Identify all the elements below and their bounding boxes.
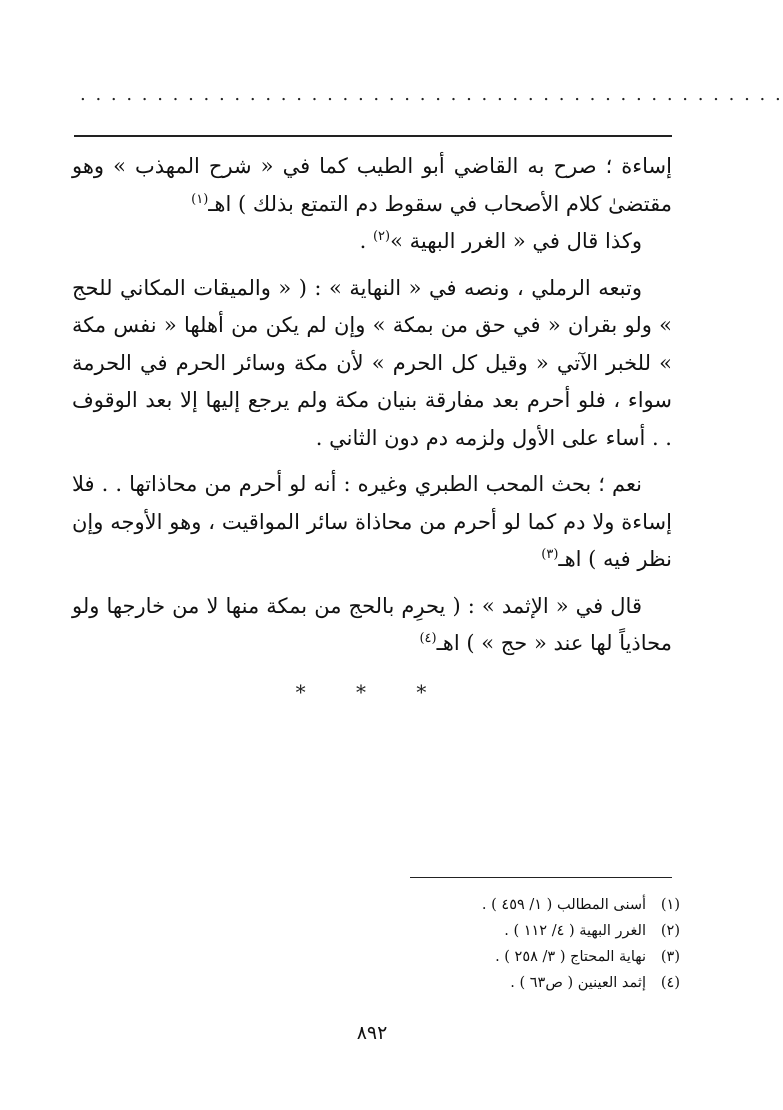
section-separator: * * * (295, 680, 449, 704)
paragraph-text: إساءة ؛ صرح به القاضي أبو الطيب كما في « شرح المهذب » وهو مقتضىٰ كلام الأصحاب في سقوط دم التمتع بذلك ) اهـ (72, 154, 672, 216)
running-head: . . . . . . . . . . . . . . . . . . . . . . . . . . . . . . . . . . . . . . . . . . . . . . (80, 84, 783, 105)
paragraph-text: وتبعه الرملي ، ونصه في « النهاية » : ( « والميقات المكاني للحج » ولو بقران « في حق من بمكة » وإن لم يكن من أهلها « نفس مكة » للخبر الآتي « وقيل كل الحرم » لأن مكة وسائر الحرم في الحرمة سواء ، فلو أحرم بعد مفارقة بنيان مكة ولم يرجع إليها إلا بعد الوقوف . . أساء على الأول ولزمه دم دون الثاني . (72, 275, 672, 450)
footnote-number: (١) (660, 897, 680, 913)
paragraph-tail: . (359, 229, 373, 253)
footnote-text: الغرر البهية ( ٤/ ١١٢ ) . (504, 923, 646, 939)
footnote-rule (410, 877, 672, 878)
footnote-text: نهاية المحتاج ( ٣/ ٢٥٨ ) . (495, 949, 646, 965)
footnote-ref: (٣) (541, 547, 559, 562)
paragraph (72, 466, 672, 579)
footnote-ref: (٤) (419, 631, 437, 646)
body-text (72, 148, 672, 663)
footnotes (380, 892, 680, 996)
footnote (380, 892, 680, 918)
footnote (380, 918, 680, 944)
footnote-text: أسنى المطالب ( ١/ ٤٥٩ ) . (481, 897, 646, 913)
footnote-ref: (٢) (372, 229, 391, 244)
paragraph-text: قال في « الإثمد » : ( يحرِم بالحج من بمكة منها لا من خارجها ولو محاذياً لها عند « حج » ) اهـ (72, 593, 672, 655)
footnote-number: (٣) (660, 949, 680, 965)
paragraph (72, 223, 672, 261)
paragraph (72, 588, 672, 663)
header-rule (74, 135, 672, 137)
footnote-number: (٤) (660, 975, 680, 991)
footnote-ref: (١) (191, 191, 209, 207)
footnote (380, 970, 680, 996)
footnote-text: إثمد العينين ( ص٦٣ ) . (510, 975, 646, 991)
page-number: ٨٩٢ (356, 1022, 388, 1044)
paragraph-text: وكذا قال في « الغرر البهية » (390, 229, 642, 253)
paragraph (72, 148, 672, 223)
paragraph-text: نعم ؛ بحث المحب الطبري وغيره : أنه لو أحرم من محاذاتها . . فلا إساءة ولا دم كما لو أحرم من محاذاة سائر المواقيت ، وهو الأوجه وإن نظر فيه ) اهـ (72, 472, 672, 571)
footnote (380, 944, 680, 970)
footnote-number: (٢) (660, 923, 680, 939)
paragraph (72, 270, 672, 458)
